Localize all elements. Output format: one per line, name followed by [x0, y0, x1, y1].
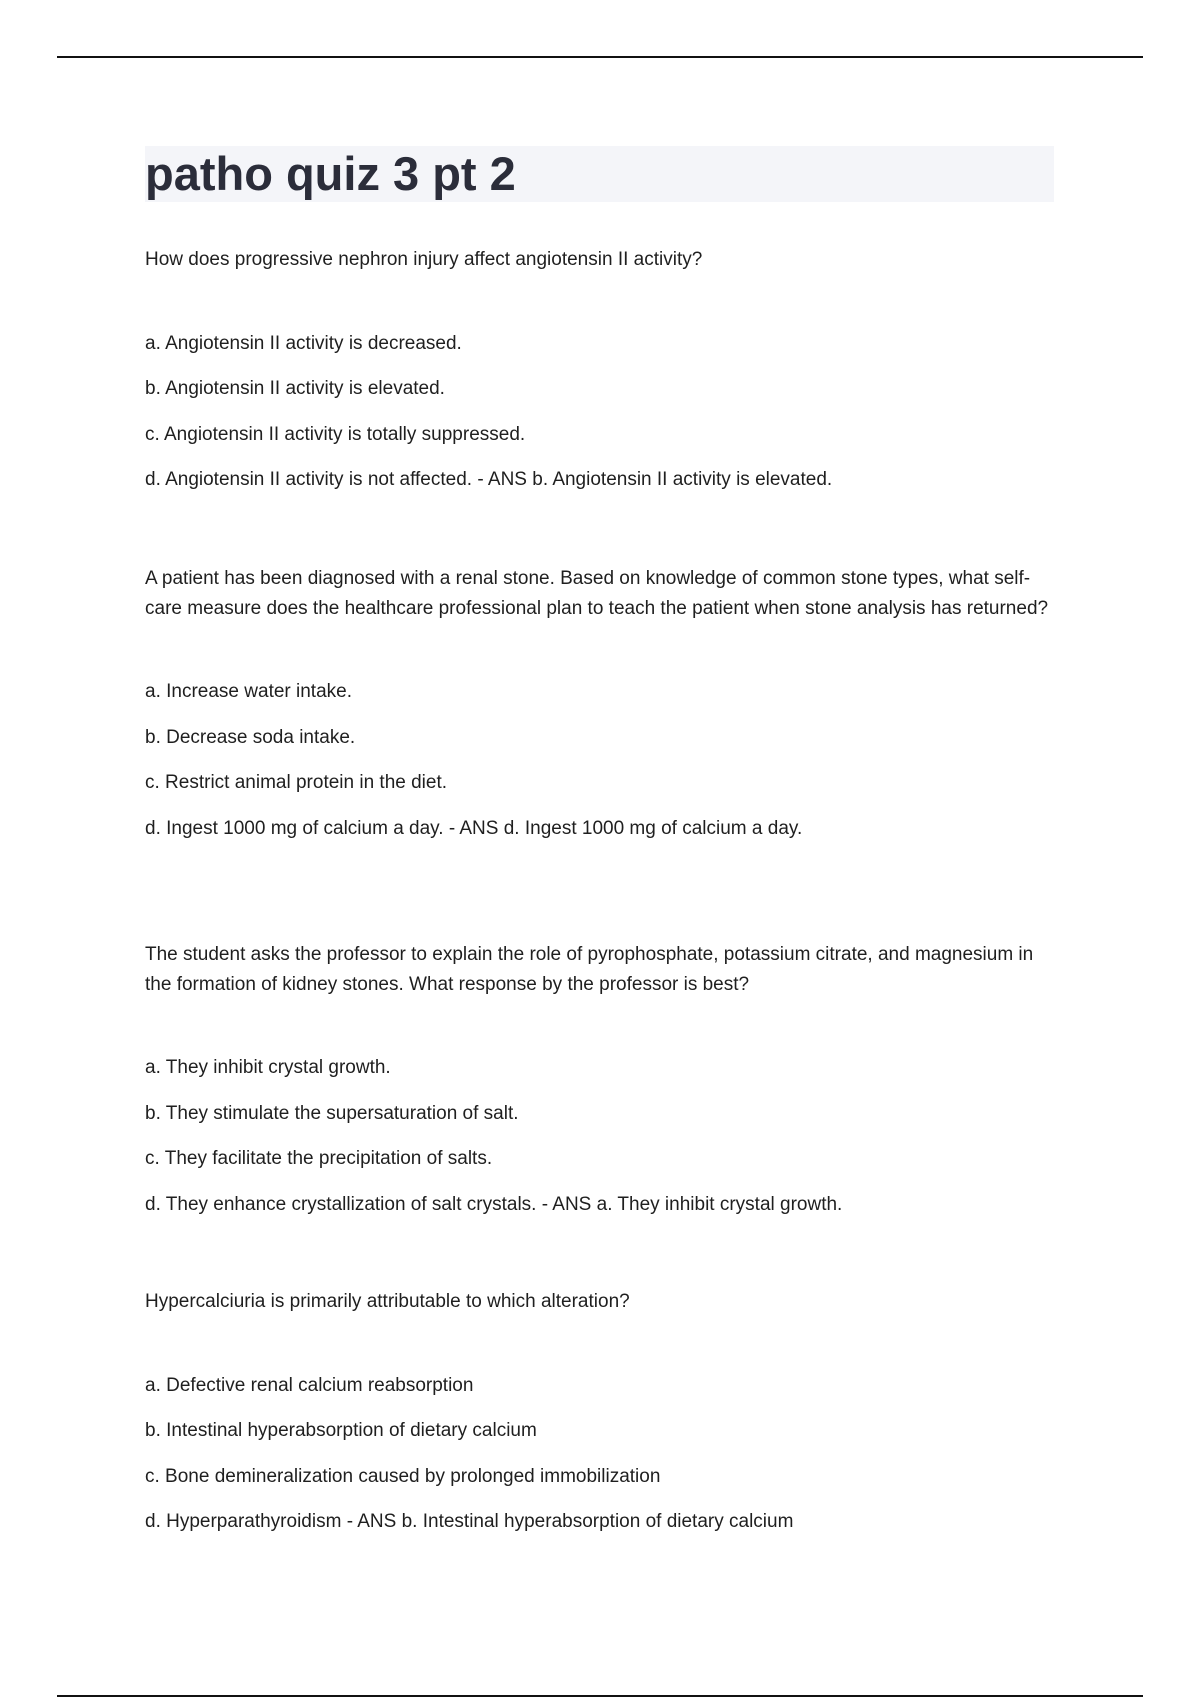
answer-option-b: b. They stimulate the supersaturation of salt. — [145, 1102, 519, 1124]
answer-option-d: d. They enhance crystallization of salt crystals. - ANS a. They inhibit crystal growth. — [145, 1193, 843, 1215]
page-title: patho quiz 3 pt 2 — [145, 147, 516, 200]
answer-option-c: c. Angiotensin II activity is totally suppressed. — [145, 423, 526, 445]
answer-option-b: b. Angiotensin II activity is elevated. — [145, 378, 445, 399]
answer-option-a: a. Angiotensin II activity is decreased. — [145, 332, 462, 354]
question-block-3 — [145, 940, 1055, 1219]
answer-option-d: d. Hyperparathyroidism - ANS b. Intestinal hyperabsorption of dietary calcium — [145, 1511, 794, 1532]
answer-option-a: a. Increase water intake. — [145, 681, 352, 702]
answer-option-d: d. Ingest 1000 mg of calcium a day. - ANS d. Ingest 1000 mg of calcium a day. — [145, 817, 803, 839]
answer-option-c: c. They facilitate the precipitation of salts. — [145, 1148, 493, 1169]
question-stem: The student asks the professor to explain the role of pyrophosphate, potassium citrate, and magnesium in the formation of kidney stones. What response by the professor is best? — [145, 944, 1034, 995]
header-rule — [57, 56, 1143, 58]
answer-option-b: b. Decrease soda intake. — [145, 726, 356, 748]
answer-option-c: c. Restrict animal protein in the diet. — [145, 772, 448, 793]
question-block-4 — [145, 1287, 1055, 1537]
question-stem: Hypercalciuria is primarily attributable to which alteration? — [145, 1291, 630, 1312]
question-block-1 — [145, 245, 1055, 495]
footer-rule — [57, 1695, 1143, 1697]
answer-option-b: b. Intestinal hyperabsorption of dietary calcium — [145, 1420, 537, 1441]
answer-option-a: a. Defective renal calcium reabsorption — [145, 1374, 474, 1396]
question-stem: How does progressive nephron injury affect angiotensin II activity? — [145, 249, 703, 270]
answer-option-a: a. They inhibit crystal growth. — [145, 1057, 391, 1078]
answer-option-d: d. Angiotensin II activity is not affected. - ANS b. Angiotensin II activity is elevated. — [145, 469, 833, 490]
question-block-2 — [145, 564, 1055, 843]
answer-option-c: c. Bone demineralization caused by prolonged immobilization — [145, 1465, 661, 1487]
question-stem: A patient has been diagnosed with a renal stone. Based on knowledge of common stone types, what self-care measure does the healthcare professional plan to teach the patient when stone analysis has returned? — [145, 568, 1049, 619]
